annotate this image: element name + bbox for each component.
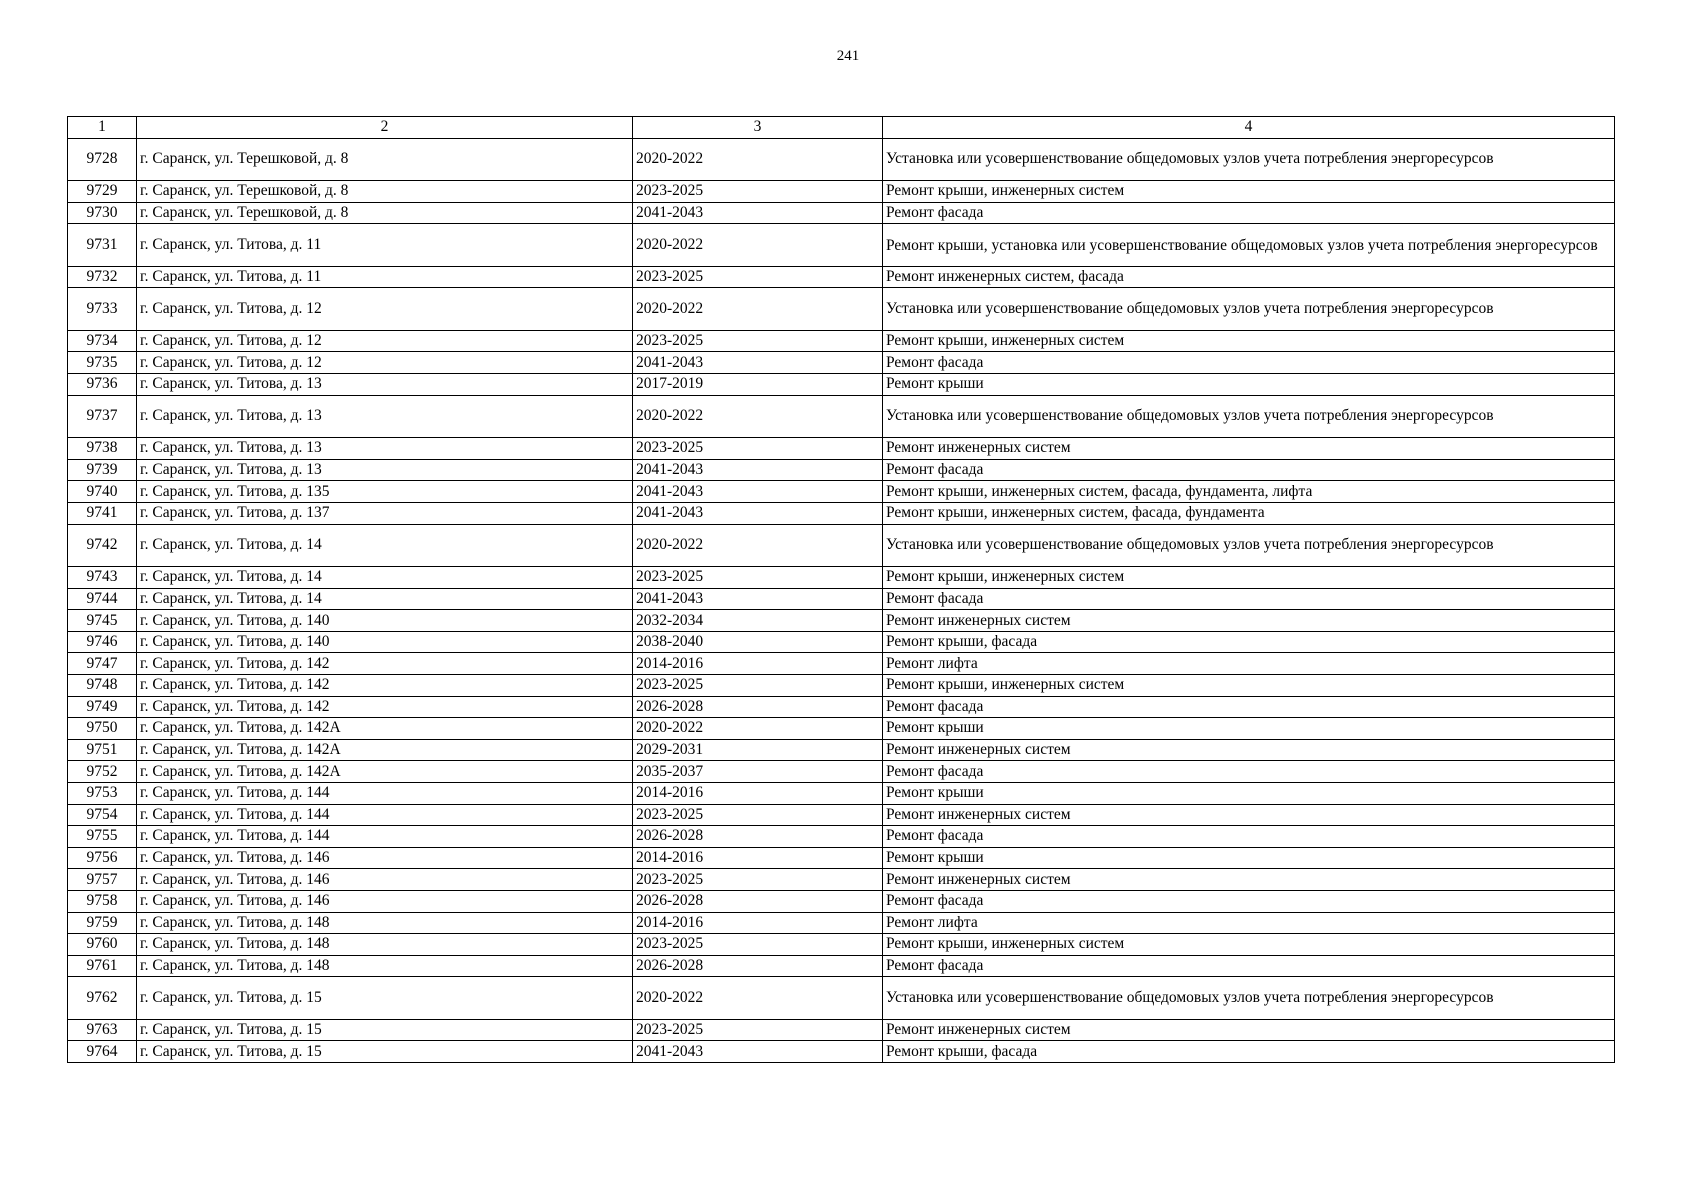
table-row	[68, 438, 1615, 460]
row-number-cell: 9751	[68, 739, 137, 761]
row-number-cell: 9756	[68, 847, 137, 869]
work-type-cell: Ремонт крыши, инженерных систем	[883, 181, 1615, 203]
period-cell: 2023-2025	[633, 567, 883, 589]
table-row	[68, 459, 1615, 481]
work-type-cell: Ремонт крыши, инженерных систем	[883, 567, 1615, 589]
address-cell: г. Саранск, ул. Титова, д. 140	[137, 631, 633, 653]
work-type-cell: Ремонт крыши	[883, 374, 1615, 396]
row-number-cell: 9754	[68, 804, 137, 826]
work-type-cell: Ремонт фасада	[883, 955, 1615, 977]
period-cell: 2014-2016	[633, 782, 883, 804]
period-cell: 2029-2031	[633, 739, 883, 761]
page-number: 241	[836, 48, 860, 64]
table-row	[68, 696, 1615, 718]
table-row	[68, 761, 1615, 783]
address-cell: г. Саранск, ул. Титова, д. 13	[137, 374, 633, 396]
table-row	[68, 610, 1615, 632]
work-type-cell: Установка или усовершенствование общедомовых узлов учета потребления энергоресурсов	[883, 395, 1615, 438]
period-cell: 2023-2025	[633, 266, 883, 288]
address-cell: г. Саранск, ул. Титова, д. 14	[137, 588, 633, 610]
period-cell: 2023-2025	[633, 804, 883, 826]
address-cell: г. Саранск, ул. Титова, д. 142А	[137, 718, 633, 740]
column-header-3: 3	[633, 117, 883, 139]
row-number-cell: 9733	[68, 288, 137, 331]
address-cell: г. Саранск, ул. Титова, д. 148	[137, 934, 633, 956]
address-cell: г. Саранск, ул. Титова, д. 144	[137, 804, 633, 826]
table-body	[68, 138, 1615, 1062]
row-number-cell: 9747	[68, 653, 137, 675]
period-cell: 2014-2016	[633, 912, 883, 934]
row-number-cell: 9757	[68, 869, 137, 891]
row-number-cell: 9745	[68, 610, 137, 632]
address-cell: г. Саранск, ул. Титова, д. 142А	[137, 739, 633, 761]
period-cell: 2020-2022	[633, 224, 883, 267]
table-row	[68, 502, 1615, 524]
address-cell: г. Саранск, ул. Титова, д. 12	[137, 330, 633, 352]
row-number-cell: 9730	[68, 202, 137, 224]
row-number-cell: 9738	[68, 438, 137, 460]
row-number-cell: 9762	[68, 977, 137, 1020]
table-row	[68, 202, 1615, 224]
row-number-cell: 9732	[68, 266, 137, 288]
table-row	[68, 138, 1615, 181]
table-row	[68, 955, 1615, 977]
row-number-cell: 9748	[68, 675, 137, 697]
address-cell: г. Саранск, ул. Титова, д. 144	[137, 826, 633, 848]
address-cell: г. Саранск, ул. Терешковой, д. 8	[137, 181, 633, 203]
table-row	[68, 1041, 1615, 1063]
table-row	[68, 288, 1615, 331]
work-type-cell: Ремонт инженерных систем	[883, 804, 1615, 826]
period-cell: 2038-2040	[633, 631, 883, 653]
table-row	[68, 524, 1615, 567]
work-type-cell: Ремонт крыши, фасада	[883, 1041, 1615, 1063]
address-cell: г. Саранск, ул. Титова, д. 146	[137, 869, 633, 891]
row-number-cell: 9750	[68, 718, 137, 740]
period-cell: 2014-2016	[633, 653, 883, 675]
period-cell: 2041-2043	[633, 459, 883, 481]
row-number-cell: 9737	[68, 395, 137, 438]
work-type-cell: Ремонт крыши, инженерных систем	[883, 675, 1615, 697]
address-cell: г. Саранск, ул. Титова, д. 137	[137, 502, 633, 524]
work-type-cell: Установка или усовершенствование общедомовых узлов учета потребления энергоресурсов	[883, 288, 1615, 331]
period-cell: 2023-2025	[633, 181, 883, 203]
table-row	[68, 352, 1615, 374]
period-cell: 2023-2025	[633, 675, 883, 697]
table-row	[68, 718, 1615, 740]
work-type-cell: Ремонт инженерных систем, фасада	[883, 266, 1615, 288]
row-number-cell: 9729	[68, 181, 137, 203]
row-number-cell: 9763	[68, 1019, 137, 1041]
period-cell: 2026-2028	[633, 955, 883, 977]
address-cell: г. Саранск, ул. Титова, д. 142А	[137, 761, 633, 783]
table-row	[68, 890, 1615, 912]
work-type-cell: Ремонт лифта	[883, 653, 1615, 675]
row-number-cell: 9739	[68, 459, 137, 481]
period-cell: 2017-2019	[633, 374, 883, 396]
period-cell: 2032-2034	[633, 610, 883, 632]
row-number-cell: 9761	[68, 955, 137, 977]
work-type-cell: Установка или усовершенствование общедомовых узлов учета потребления энергоресурсов	[883, 977, 1615, 1020]
period-cell: 2041-2043	[633, 502, 883, 524]
table-row	[68, 782, 1615, 804]
address-cell: г. Саранск, ул. Терешковой, д. 8	[137, 138, 633, 181]
table-row	[68, 804, 1615, 826]
period-cell: 2041-2043	[633, 1041, 883, 1063]
table-row	[68, 330, 1615, 352]
period-cell: 2026-2028	[633, 890, 883, 912]
registry-table	[67, 116, 1615, 1063]
row-number-cell: 9760	[68, 934, 137, 956]
work-type-cell: Ремонт крыши, установка или усовершенствование общедомовых узлов учета потребления энергоресурсов	[883, 224, 1615, 267]
row-number-cell: 9728	[68, 138, 137, 181]
row-number-cell: 9742	[68, 524, 137, 567]
column-header-2: 2	[137, 117, 633, 139]
table-row	[68, 826, 1615, 848]
address-cell: г. Саранск, ул. Титова, д. 146	[137, 890, 633, 912]
period-cell: 2026-2028	[633, 696, 883, 718]
work-type-cell: Ремонт инженерных систем	[883, 610, 1615, 632]
work-type-cell: Установка или усовершенствование общедомовых узлов учета потребления энергоресурсов	[883, 138, 1615, 181]
work-type-cell: Ремонт крыши, инженерных систем, фасада, фундамента, лифта	[883, 481, 1615, 503]
work-type-cell: Ремонт фасада	[883, 696, 1615, 718]
period-cell: 2023-2025	[633, 330, 883, 352]
row-number-cell: 9758	[68, 890, 137, 912]
address-cell: г. Саранск, ул. Титова, д. 11	[137, 224, 633, 267]
period-cell: 2041-2043	[633, 202, 883, 224]
column-header-4: 4	[883, 117, 1615, 139]
period-cell: 2020-2022	[633, 977, 883, 1020]
period-cell: 2014-2016	[633, 847, 883, 869]
address-cell: г. Саранск, ул. Титова, д. 15	[137, 1019, 633, 1041]
row-number-cell: 9736	[68, 374, 137, 396]
row-number-cell: 9744	[68, 588, 137, 610]
address-cell: г. Саранск, ул. Титова, д. 142	[137, 696, 633, 718]
table-row	[68, 567, 1615, 589]
table-row	[68, 1019, 1615, 1041]
table-row	[68, 481, 1615, 503]
table-row	[68, 395, 1615, 438]
period-cell: 2041-2043	[633, 588, 883, 610]
work-type-cell: Ремонт фасада	[883, 826, 1615, 848]
work-type-cell: Ремонт инженерных систем	[883, 438, 1615, 460]
address-cell: г. Саранск, ул. Титова, д. 12	[137, 352, 633, 374]
address-cell: г. Саранск, ул. Титова, д. 14	[137, 567, 633, 589]
work-type-cell: Ремонт крыши, фасада	[883, 631, 1615, 653]
work-type-cell: Ремонт фасада	[883, 352, 1615, 374]
work-type-cell: Ремонт фасада	[883, 588, 1615, 610]
work-type-cell: Ремонт лифта	[883, 912, 1615, 934]
table-row	[68, 224, 1615, 267]
table-row	[68, 631, 1615, 653]
period-cell: 2041-2043	[633, 481, 883, 503]
address-cell: г. Саранск, ул. Титова, д. 148	[137, 955, 633, 977]
row-number-cell: 9741	[68, 502, 137, 524]
period-cell: 2020-2022	[633, 288, 883, 331]
address-cell: г. Саранск, ул. Титова, д. 15	[137, 977, 633, 1020]
work-type-cell: Ремонт крыши	[883, 718, 1615, 740]
period-cell: 2020-2022	[633, 524, 883, 567]
row-number-cell: 9753	[68, 782, 137, 804]
work-type-cell: Ремонт инженерных систем	[883, 869, 1615, 891]
work-type-cell: Ремонт фасада	[883, 459, 1615, 481]
row-number-cell: 9759	[68, 912, 137, 934]
table-header-row	[68, 117, 1615, 139]
row-number-cell: 9764	[68, 1041, 137, 1063]
address-cell: г. Саранск, ул. Титова, д. 15	[137, 1041, 633, 1063]
row-number-cell: 9743	[68, 567, 137, 589]
period-cell: 2035-2037	[633, 761, 883, 783]
period-cell: 2020-2022	[633, 138, 883, 181]
table-row	[68, 181, 1615, 203]
address-cell: г. Саранск, ул. Титова, д. 142	[137, 653, 633, 675]
period-cell: 2041-2043	[633, 352, 883, 374]
work-type-cell: Ремонт крыши, инженерных систем, фасада, фундамента	[883, 502, 1615, 524]
table-row	[68, 266, 1615, 288]
work-type-cell: Ремонт крыши, инженерных систем	[883, 934, 1615, 956]
address-cell: г. Саранск, ул. Титова, д. 135	[137, 481, 633, 503]
address-cell: г. Саранск, ул. Титова, д. 148	[137, 912, 633, 934]
work-type-cell: Ремонт фасада	[883, 202, 1615, 224]
period-cell: 2023-2025	[633, 1019, 883, 1041]
period-cell: 2023-2025	[633, 438, 883, 460]
work-type-cell: Ремонт крыши	[883, 847, 1615, 869]
period-cell: 2023-2025	[633, 934, 883, 956]
work-type-cell: Ремонт инженерных систем	[883, 1019, 1615, 1041]
address-cell: г. Саранск, ул. Титова, д. 11	[137, 266, 633, 288]
address-cell: г. Саранск, ул. Титова, д. 13	[137, 395, 633, 438]
address-cell: г. Саранск, ул. Титова, д. 13	[137, 459, 633, 481]
work-type-cell: Установка или усовершенствование общедомовых узлов учета потребления энергоресурсов	[883, 524, 1615, 567]
row-number-cell: 9749	[68, 696, 137, 718]
address-cell: г. Саранск, ул. Титова, д. 12	[137, 288, 633, 331]
table-row	[68, 934, 1615, 956]
address-cell: г. Саранск, ул. Титова, д. 144	[137, 782, 633, 804]
row-number-cell: 9746	[68, 631, 137, 653]
work-type-cell: Ремонт крыши, инженерных систем	[883, 330, 1615, 352]
period-cell: 2020-2022	[633, 395, 883, 438]
period-cell: 2023-2025	[633, 869, 883, 891]
table-row	[68, 653, 1615, 675]
work-type-cell: Ремонт инженерных систем	[883, 739, 1615, 761]
table-row	[68, 374, 1615, 396]
address-cell: г. Саранск, ул. Титова, д. 13	[137, 438, 633, 460]
table-row	[68, 847, 1615, 869]
work-type-cell: Ремонт фасада	[883, 761, 1615, 783]
row-number-cell: 9735	[68, 352, 137, 374]
column-header-1: 1	[68, 117, 137, 139]
row-number-cell: 9731	[68, 224, 137, 267]
work-type-cell: Ремонт фасада	[883, 890, 1615, 912]
address-cell: г. Саранск, ул. Титова, д. 140	[137, 610, 633, 632]
address-cell: г. Саранск, ул. Титова, д. 14	[137, 524, 633, 567]
table-row	[68, 977, 1615, 1020]
address-cell: г. Саранск, ул. Титова, д. 142	[137, 675, 633, 697]
table-row	[68, 588, 1615, 610]
row-number-cell: 9752	[68, 761, 137, 783]
table-row	[68, 869, 1615, 891]
period-cell: 2026-2028	[633, 826, 883, 848]
work-type-cell: Ремонт крыши	[883, 782, 1615, 804]
table-row	[68, 675, 1615, 697]
row-number-cell: 9755	[68, 826, 137, 848]
table-row	[68, 912, 1615, 934]
row-number-cell: 9734	[68, 330, 137, 352]
address-cell: г. Саранск, ул. Терешковой, д. 8	[137, 202, 633, 224]
address-cell: г. Саранск, ул. Титова, д. 146	[137, 847, 633, 869]
period-cell: 2020-2022	[633, 718, 883, 740]
table-row	[68, 739, 1615, 761]
row-number-cell: 9740	[68, 481, 137, 503]
